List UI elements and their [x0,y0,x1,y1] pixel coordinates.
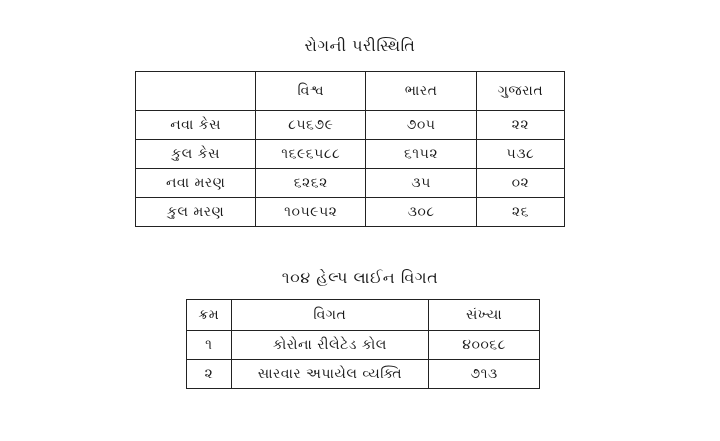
header-cell-count: સંખ્યા [429,300,540,331]
row-label: નવા મરણ [136,169,256,198]
table-row [136,169,565,198]
table-header-row [136,72,565,111]
row-label: નવા કેસ [136,111,256,140]
table-cell: ૫૩૮ [476,140,564,169]
table-row [187,360,540,389]
header-cell-world: વિશ્વ [256,72,366,111]
table-cell: ૧૬૯૬૫૮૮ [256,140,366,169]
table-header-row [187,300,540,331]
header-cell-gujarat: ગુજરાત [476,72,564,111]
header-cell-serial: ક્રમ [187,300,232,331]
table-cell: સારવાર અપાયેલ વ્યક્તિ [231,360,429,389]
row-label: કુલ મરણ [136,198,256,227]
helpline-table [186,299,540,389]
header-cell-empty [136,72,256,111]
table-cell: ૨ [187,360,232,389]
table-cell: ૬૨૬૨ [256,169,366,198]
table-row [187,331,540,360]
table-cell: ૮૫૬૭૯ [256,111,366,140]
disease-status-title: રોગની પરીસ્થિતિ [304,36,416,55]
header-cell-details: વિગત [231,300,429,331]
table-row [136,198,565,227]
table-cell: ૩૫ [366,169,477,198]
table-cell: ૭૧૩ [429,360,540,389]
header-cell-india: ભારત [366,72,477,111]
table-row [136,140,565,169]
table-cell: ૨૨ [476,111,564,140]
table-cell: ૨૬ [476,198,564,227]
row-label: કુલ કેસ [136,140,256,169]
table-cell: કોરોના રીલેટેડ કોલ [231,331,429,360]
disease-status-table [135,71,565,227]
table-row [136,111,565,140]
table-cell: ૪૦૦૬૮ [429,331,540,360]
table-cell: ૬૧૫૨ [366,140,477,169]
table-cell: ૧ [187,331,232,360]
helpline-title: ૧૦૪ હેલ્પ લાઈન વિગત [281,268,439,287]
table-cell: ૦૨ [476,169,564,198]
table-cell: ૭૦૫ [366,111,477,140]
table-cell: ૩૦૮ [366,198,477,227]
table-cell: ૧૦૫૯૫૨ [256,198,366,227]
